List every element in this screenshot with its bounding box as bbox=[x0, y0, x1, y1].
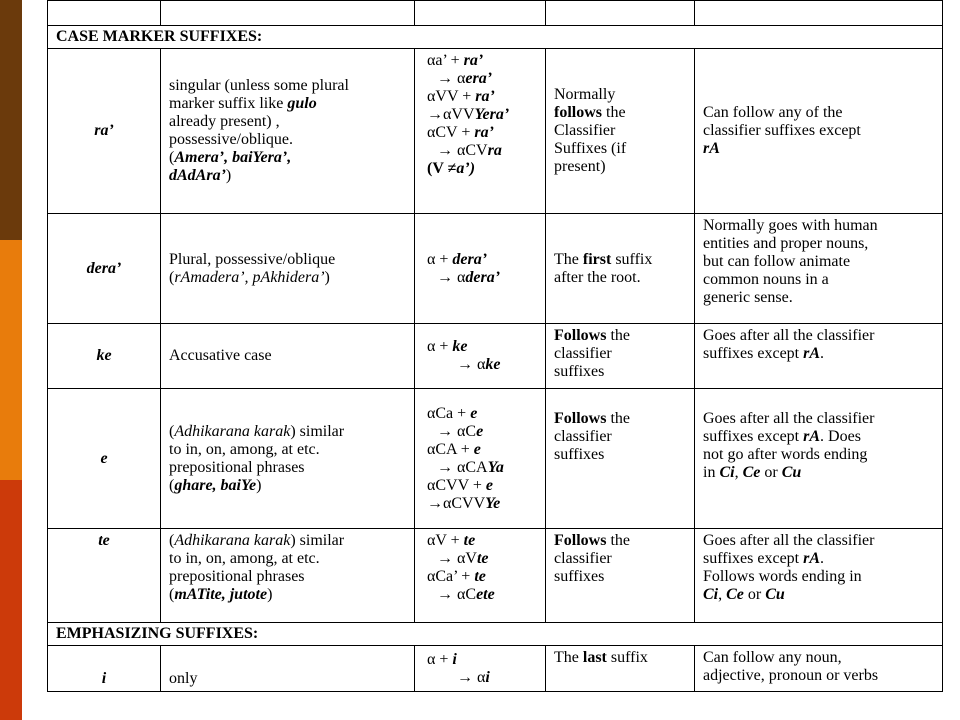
position-cell bbox=[546, 646, 695, 692]
position-line: suffixes bbox=[554, 363, 605, 380]
description-line: singular (unless some plural bbox=[169, 77, 349, 94]
rule-line: αVV + ra’ bbox=[427, 88, 495, 105]
rule-line: αCA + e bbox=[427, 440, 481, 458]
description-line: (Adhikarana karak) similar bbox=[169, 532, 345, 549]
position-line: follows the bbox=[554, 104, 626, 121]
position-line: suffixes bbox=[554, 446, 605, 463]
description-line: (Adhikarana karak) similar bbox=[169, 422, 345, 440]
rule-line: →αVVYera’ bbox=[427, 106, 510, 123]
notes-line: Ci, Ce or Cu bbox=[703, 586, 785, 603]
rule-line: αCa’ + te bbox=[427, 568, 486, 585]
position-line: Follows the bbox=[554, 532, 630, 549]
rule-line: →αCVVYe bbox=[427, 494, 501, 512]
description-line: prepositional phrases bbox=[169, 568, 305, 585]
notes-line: Follows words ending in bbox=[703, 568, 862, 585]
section-header-row bbox=[48, 623, 943, 646]
suffix-cell: e bbox=[48, 389, 161, 529]
notes-cell bbox=[695, 646, 943, 692]
description-line: possessive/oblique. bbox=[169, 131, 293, 148]
position-cell bbox=[546, 389, 695, 529]
description-line: dAdAra’) bbox=[169, 167, 232, 184]
notes-line: Can follow any of the bbox=[703, 104, 843, 121]
rule-line: αa’ + ra’ bbox=[427, 52, 484, 69]
notes-line: rA bbox=[703, 140, 720, 157]
rule-line: αCa + e bbox=[427, 404, 478, 422]
position-line: Normally bbox=[554, 86, 616, 103]
section-header-emphasizing: EMPHASIZING SUFFIXES: bbox=[48, 623, 943, 646]
rule-cell bbox=[415, 324, 546, 389]
description-line: (Amera’, baiYera’, bbox=[169, 149, 292, 166]
position-line: Suffixes (if bbox=[554, 140, 627, 157]
notes-line: suffixes except rA. bbox=[703, 345, 825, 362]
notes-cell bbox=[695, 214, 943, 324]
notes-line: adjective, pronoun or verbs bbox=[703, 667, 879, 684]
position-line: present) bbox=[554, 158, 606, 175]
notes-line: suffixes except rA. Does bbox=[703, 428, 861, 445]
table-row bbox=[48, 646, 943, 692]
rule-line: (V ≠a’) bbox=[427, 160, 476, 177]
rule-line: α + i bbox=[427, 650, 457, 668]
stub-cell bbox=[161, 1, 415, 26]
notes-line: common nouns in a bbox=[703, 271, 829, 288]
position-line: classifier bbox=[554, 428, 612, 445]
notes-line: Normally goes with human bbox=[703, 217, 878, 234]
description-line: prepositional phrases bbox=[169, 458, 305, 476]
rule-line: αCVV + e bbox=[427, 476, 494, 494]
notes-line: suffixes except rA. bbox=[703, 550, 825, 567]
rule-line: α + ke bbox=[427, 338, 468, 355]
notes-line: generic sense. bbox=[703, 289, 793, 306]
table-row bbox=[48, 389, 943, 529]
position-cell bbox=[546, 324, 695, 389]
description-cell: only bbox=[161, 646, 415, 692]
stub-cell bbox=[48, 1, 161, 26]
position-line: classifier bbox=[554, 345, 612, 362]
suffix-cell: ke bbox=[48, 324, 161, 389]
section-header-row bbox=[48, 26, 943, 49]
description-line: Plural, possessive/oblique bbox=[169, 250, 336, 268]
rule-line: → αCVra bbox=[437, 142, 502, 159]
description-cell: Accusative case bbox=[161, 324, 415, 389]
rule-cell bbox=[415, 49, 546, 214]
position-cell bbox=[546, 49, 695, 214]
table-top-stub-row bbox=[48, 1, 943, 26]
suffix-cell: dera’ bbox=[48, 214, 161, 324]
rule-line: αV + te bbox=[427, 532, 476, 549]
rule-line: → αi bbox=[457, 668, 490, 686]
rule-line: → αVte bbox=[437, 550, 489, 567]
table-row bbox=[48, 49, 943, 214]
rule-line: → αCe bbox=[437, 422, 484, 440]
table-row bbox=[48, 324, 943, 389]
position-line: classifier bbox=[554, 550, 612, 567]
notes-line: Goes after all the classifier bbox=[703, 327, 875, 344]
table-row bbox=[48, 529, 943, 623]
suffix-table bbox=[47, 0, 943, 692]
section-header-case-markers: CASE MARKER SUFFIXES: bbox=[48, 26, 943, 49]
rule-line: → αCete bbox=[437, 586, 495, 603]
rule-line: αCV + ra’ bbox=[427, 124, 494, 141]
rule-line: α + dera’ bbox=[427, 250, 488, 268]
position-line: Follows the bbox=[554, 327, 630, 344]
notes-line: Goes after all the classifier bbox=[703, 410, 875, 427]
notes-line: not go after words ending bbox=[703, 446, 868, 463]
notes-line: Can follow any noun, bbox=[703, 649, 842, 666]
position-line: after the root. bbox=[554, 268, 641, 286]
notes-cell bbox=[695, 49, 943, 214]
description-line: to in, on, among, at etc. bbox=[169, 550, 320, 567]
position-line: The first suffix bbox=[554, 250, 653, 268]
rule-cell bbox=[415, 389, 546, 529]
description-line: (rAmadera’, pAkhidera’) bbox=[169, 268, 330, 286]
description-cell bbox=[161, 49, 415, 214]
suffix-table-container bbox=[47, 0, 942, 692]
suffix-cell: te bbox=[48, 529, 161, 623]
notes-cell bbox=[695, 389, 943, 529]
stub-cell bbox=[546, 1, 695, 26]
stub-cell bbox=[415, 1, 546, 26]
rule-line: → αera’ bbox=[437, 70, 493, 87]
description-line: already present) , bbox=[169, 113, 280, 130]
notes-line: in Ci, Ce or Cu bbox=[703, 464, 802, 481]
suffix-cell: i bbox=[48, 646, 161, 692]
rule-cell bbox=[415, 529, 546, 623]
notes-line: classifier suffixes except bbox=[703, 122, 861, 139]
description-line: to in, on, among, at etc. bbox=[169, 440, 320, 458]
position-cell bbox=[546, 214, 695, 324]
position-line: The last suffix bbox=[554, 649, 648, 666]
description-line: marker suffix like gulo bbox=[169, 95, 317, 112]
notes-line: Goes after all the classifier bbox=[703, 532, 875, 549]
position-cell bbox=[546, 529, 695, 623]
sidebar-segment-bottom bbox=[0, 480, 22, 720]
stub-cell bbox=[695, 1, 943, 26]
description-cell bbox=[161, 389, 415, 529]
rule-line: → αdera’ bbox=[437, 268, 501, 286]
description-line: (mATite, jutote) bbox=[169, 586, 273, 603]
notes-line: but can follow animate bbox=[703, 253, 851, 270]
rule-cell bbox=[415, 646, 546, 692]
description-cell bbox=[161, 214, 415, 324]
notes-cell bbox=[695, 529, 943, 623]
rule-line: → αke bbox=[457, 356, 501, 373]
description-line: (ghare, baiYe) bbox=[169, 476, 262, 494]
position-line: suffixes bbox=[554, 568, 605, 585]
description-cell bbox=[161, 529, 415, 623]
position-line: Follows the bbox=[554, 410, 630, 427]
rule-cell bbox=[415, 214, 546, 324]
position-line: Classifier bbox=[554, 122, 616, 139]
notes-cell bbox=[695, 324, 943, 389]
table-row bbox=[48, 214, 943, 324]
slide-sidebar bbox=[0, 0, 22, 720]
sidebar-segment-top bbox=[0, 0, 22, 240]
notes-line: entities and proper nouns, bbox=[703, 235, 869, 252]
suffix-cell: ra’ bbox=[48, 49, 161, 214]
rule-line: → αCAYa bbox=[437, 458, 504, 476]
sidebar-segment-middle bbox=[0, 240, 22, 480]
